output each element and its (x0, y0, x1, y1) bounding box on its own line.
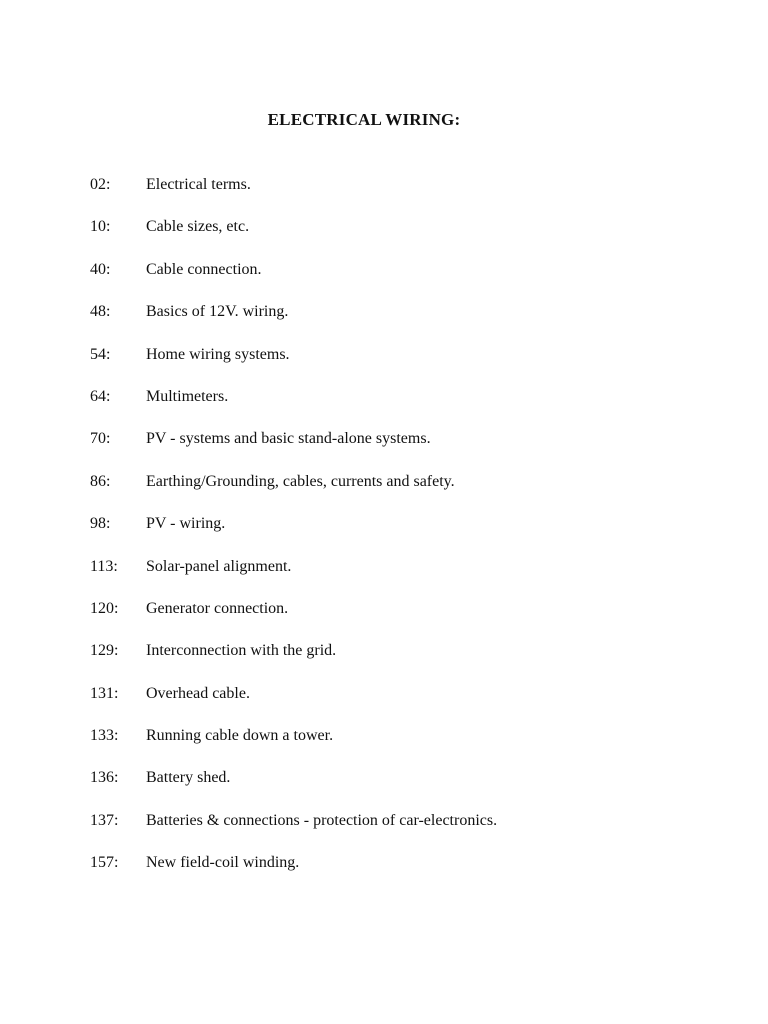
toc-page-number: 02: (90, 176, 111, 193)
toc-entry-title: Batteries & connections - protection of car-electronics. (146, 811, 498, 829)
toc-page-number: 40: (90, 260, 111, 278)
page-title: ELECTRICAL WIRING: (267, 110, 461, 129)
toc-page-number: 86: (90, 472, 111, 490)
toc-entry-title: Solar-panel alignment. (146, 557, 292, 575)
toc-entry (90, 341, 710, 383)
toc-page-number: 120: (90, 599, 119, 617)
toc-page-number: 136: (90, 769, 119, 787)
toc-page-number: 137: (90, 811, 119, 829)
toc-page-number: 98: (90, 515, 111, 533)
toc-entry-title: Interconnection with the grid. (146, 642, 337, 660)
toc-page-number: 113: (90, 557, 118, 575)
toc-entry (90, 764, 710, 806)
toc-entry (90, 553, 710, 595)
toc-page-number: 48: (90, 303, 111, 321)
toc-entry-title: Cable connection. (146, 260, 262, 278)
toc-entry (90, 256, 710, 298)
toc-entry-title: Running cable down a tower. (146, 727, 334, 745)
toc-page-number: 10: (90, 218, 111, 236)
toc-entry (90, 637, 710, 679)
toc-entry (90, 298, 710, 340)
toc-entry-title: Generator connection. (146, 599, 289, 617)
toc-entry-title: Home wiring systems. (146, 345, 290, 363)
table-of-contents (90, 171, 710, 892)
toc-entry-title: PV - systems and basic stand-alone systems. (146, 430, 431, 448)
toc-entry (90, 213, 710, 255)
toc-entry (90, 171, 710, 213)
toc-page-number: 131: (90, 684, 119, 702)
toc-entry (90, 468, 710, 510)
toc-entry (90, 680, 710, 722)
toc-page-number: 64: (90, 387, 111, 405)
toc-entry (90, 425, 710, 467)
toc-entry (90, 807, 710, 849)
toc-page-number: 129: (90, 642, 119, 660)
toc-entry-title: Cable sizes, etc. (146, 218, 250, 236)
toc-entry-title: Battery shed. (146, 769, 231, 787)
toc-entry-title: PV - wiring. (146, 515, 226, 533)
toc-entry (90, 383, 710, 425)
toc-entry-title: Multimeters. (146, 387, 229, 405)
toc-entry (90, 849, 710, 891)
toc-page-number: 157: (90, 854, 119, 872)
toc-entry-title: Earthing/Grounding, cables, currents and safety. (146, 472, 455, 490)
toc-entry-title: Electrical terms. (146, 176, 251, 193)
toc-page-number: 133: (90, 727, 119, 745)
toc-page-number: 54: (90, 345, 111, 363)
toc-page-number: 70: (90, 430, 111, 448)
toc-entry-title: New field-coil winding. (146, 854, 300, 872)
toc-entry (90, 722, 710, 764)
toc-entry-title: Basics of 12V. wiring. (146, 303, 289, 321)
toc-entry (90, 595, 710, 637)
toc-entry-title: Overhead cable. (146, 684, 250, 702)
toc-entry (90, 510, 710, 552)
